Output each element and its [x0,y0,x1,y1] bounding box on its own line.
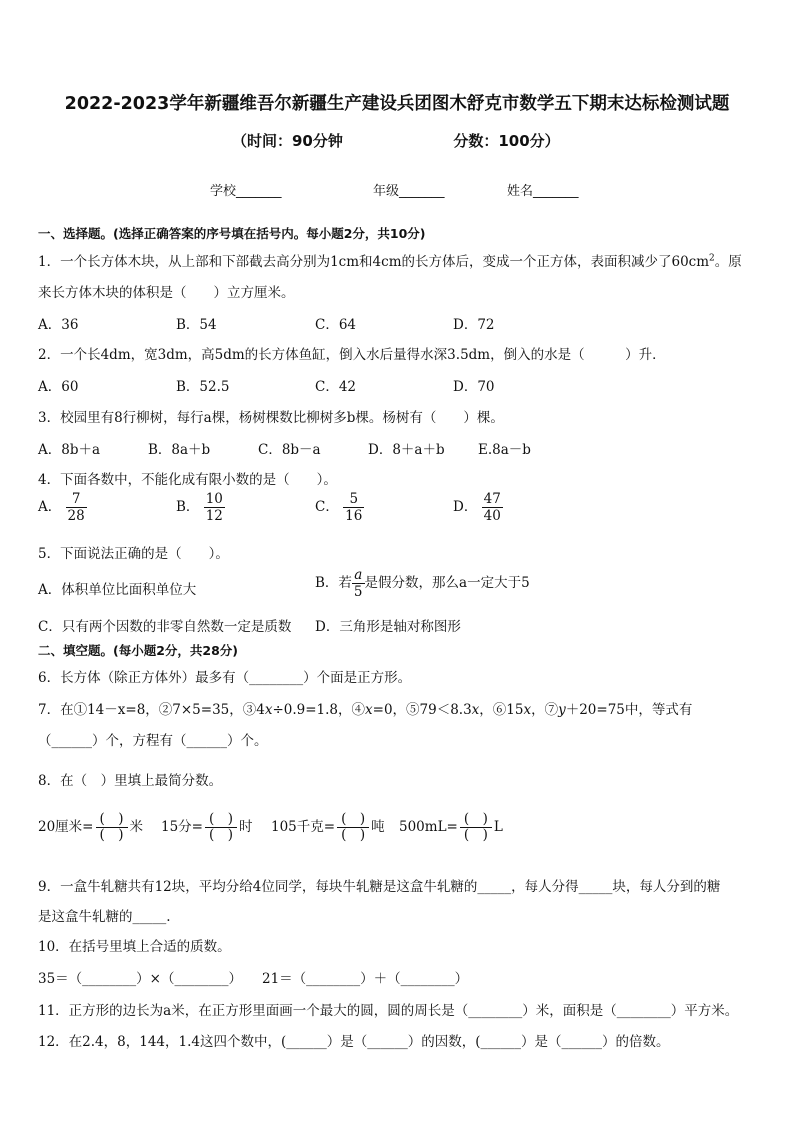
item-prefix: 105千克= [271,818,336,835]
question-4-option-c[interactable] [315,492,364,523]
blank-fraction[interactable] [96,812,128,843]
item-unit: 吨 [371,818,385,835]
question-12-text: 12．在2.4，8，144，1.4这四个数中，(______）是（______）的因数，(______）是（______）的倍数。 [38,1034,670,1050]
question-4-text: 4．下面各数中，不能化成有限小数的是（ ）。 [38,472,337,488]
question-1-superscript: 2 [709,253,715,264]
section-title-choice: 一、选择题。(选择正确答案的序号填在括号内。每小题2分，共10分) [38,226,426,241]
question-10-text: 10．在括号里填上合适的质数。 [38,939,231,955]
question-4-option-b[interactable] [176,492,225,523]
item-prefix: 20厘米= [38,818,94,835]
question-7-line-2: （______）个，方程有（______）个。 [38,733,268,749]
blank-denominator[interactable]: ( ) [460,827,492,843]
fraction-denominator: 16 [345,508,363,525]
option-label: A． [38,499,62,516]
item-prefix: 15分= [161,818,203,835]
question-1-text-a: 1．一个长方体木块，从上部和下部截去高分别为1cm和4cm的长方体后，变成一个正方体，表面积减少了60cm [38,254,710,270]
question-6-text: 6．长方体（除正方体外）最多有（________）个面是正方形。 [38,670,412,686]
question-1-option-a[interactable]: A．36 [38,317,79,333]
blank-numerator[interactable]: ( ) [341,811,366,827]
question-5-text: 5．下面说法正确的是（ ）。 [38,546,229,562]
item-prefix: 500mL= [399,818,458,835]
blank-numerator[interactable]: ( ) [99,811,124,827]
question-3-option-c[interactable]: C．8b－a [258,442,321,458]
question-3-option-e[interactable]: E.8a－b [478,442,531,458]
question-1-option-c[interactable]: C．64 [315,317,357,333]
option-label: C． [315,499,339,516]
fraction-denominator: 40 [483,508,501,525]
question-4-option-d[interactable] [453,492,503,523]
section-title-fill: 二、填空题。(每小题2分，共28分) [38,643,239,658]
blank-numerator[interactable]: ( ) [463,811,488,827]
question-2-option-b[interactable]: B．52.5 [176,379,230,395]
fraction [204,492,225,523]
question-2-text: 2．一个长4dm，宽3dm，高5dm的长方体鱼缸，倒入水后量得水深3.5dm，倒入的水是（ ）升． [38,347,666,363]
question-3-option-b[interactable]: B．8a＋b [148,442,211,458]
fraction [66,492,87,523]
question-8-item-4[interactable] [399,812,503,843]
question-5-option-d[interactable]: D．三角形是轴对称图形 [315,619,461,635]
fraction [352,568,365,599]
fraction-numerator: 7 [71,491,81,507]
fraction-numerator: 5 [349,491,359,507]
question-11-text: 11．正方形的边长为a米，在正方形里面画一个最大的圆，圆的周长是（________）米，面积是（________）平方米。 [38,1003,739,1019]
fraction [343,492,364,523]
question-8-text: 8．在（ ）里填上最简分数。 [38,773,223,789]
name-field[interactable]: 姓名_______ [507,184,579,199]
question-1-line-1 [38,250,742,270]
blank-fraction[interactable] [337,812,369,843]
option-text: 是假分数，那么a一定大于5 [364,575,530,592]
question-5-option-a[interactable]: A．体积单位比面积单位大 [38,582,197,598]
blank-fraction[interactable] [205,812,237,843]
grade-field[interactable]: 年级_______ [373,184,445,199]
question-7-line-1: 7．在①14－x=8，②7×5=35，③4𝑥÷0.9=1.8，④𝑥=0，⑤79＜8.3𝑥，⑥15𝑥，⑦𝑦＋20=75中，等式有 [38,702,693,718]
question-1-option-b[interactable]: B．54 [176,317,217,333]
question-1-text-b: 。原 [714,254,742,270]
question-8-item-2[interactable] [161,812,253,843]
exam-title: 2022-2023学年新疆维吾尔新疆生产建设兵团图木舒克市数学五下期末达标检测试题 [64,94,730,114]
question-3-option-d[interactable]: D．8＋a＋b [368,442,445,458]
question-8-item-1[interactable] [38,812,143,843]
question-9-line-2: 是这盒牛轧糖的_____. [38,909,171,925]
question-5-option-b[interactable] [315,568,530,599]
question-10-part-a: 35＝（________）×（________） [38,971,242,987]
blank-numerator[interactable]: ( ) [209,811,234,827]
fraction-numerator: 10 [205,491,223,507]
question-9-line-1: 9．一盒牛轧糖共有12块，平均分给4位同学，每块牛轧糖是这盒牛轧糖的_____，每人分得_____块，每人分到的糖 [38,879,721,895]
question-5-option-c[interactable]: C．只有两个因数的非零自然数一定是质数 [38,619,292,635]
question-2-option-d[interactable]: D．70 [453,379,495,395]
option-label: B． [176,499,200,516]
fraction-numerator: 47 [483,491,501,507]
blank-denominator[interactable]: ( ) [337,827,369,843]
question-2-option-a[interactable]: A．60 [38,379,79,395]
fraction [482,492,503,523]
fraction-numerator: a [354,567,363,583]
question-1-option-d[interactable]: D．72 [453,317,495,333]
item-unit: 时 [239,818,253,835]
item-unit: L [493,818,503,835]
fraction-denominator: 5 [353,584,363,601]
question-8-item-3[interactable] [271,812,385,843]
question-1-line-2: 来长方体木块的体积是（ ）立方厘米。 [38,285,295,301]
exam-score: 分数：100分） [453,132,560,150]
school-field[interactable]: 学校_______ [210,184,282,199]
blank-denominator[interactable]: ( ) [205,827,237,843]
fraction-denominator: 28 [67,508,85,525]
question-3-text: 3．校园里有8行柳树，每行a棵，杨树棵数比柳树多b棵。杨树有（ ）棵。 [38,410,504,426]
question-3-option-a[interactable]: A．8b＋a [38,442,101,458]
exam-time: （时间：90分钟 [232,132,343,150]
question-2-option-c[interactable]: C．42 [315,379,357,395]
fraction-denominator: 12 [205,508,223,525]
blank-denominator[interactable]: ( ) [96,827,128,843]
blank-fraction[interactable] [460,812,492,843]
question-4-option-a[interactable] [38,492,87,523]
exam-subtitle [232,130,560,151]
option-label: D． [453,499,478,516]
item-unit: 米 [129,818,144,835]
question-10-part-b: 21＝（________）＋（________） [262,971,469,987]
option-label: B．若 [315,575,352,592]
